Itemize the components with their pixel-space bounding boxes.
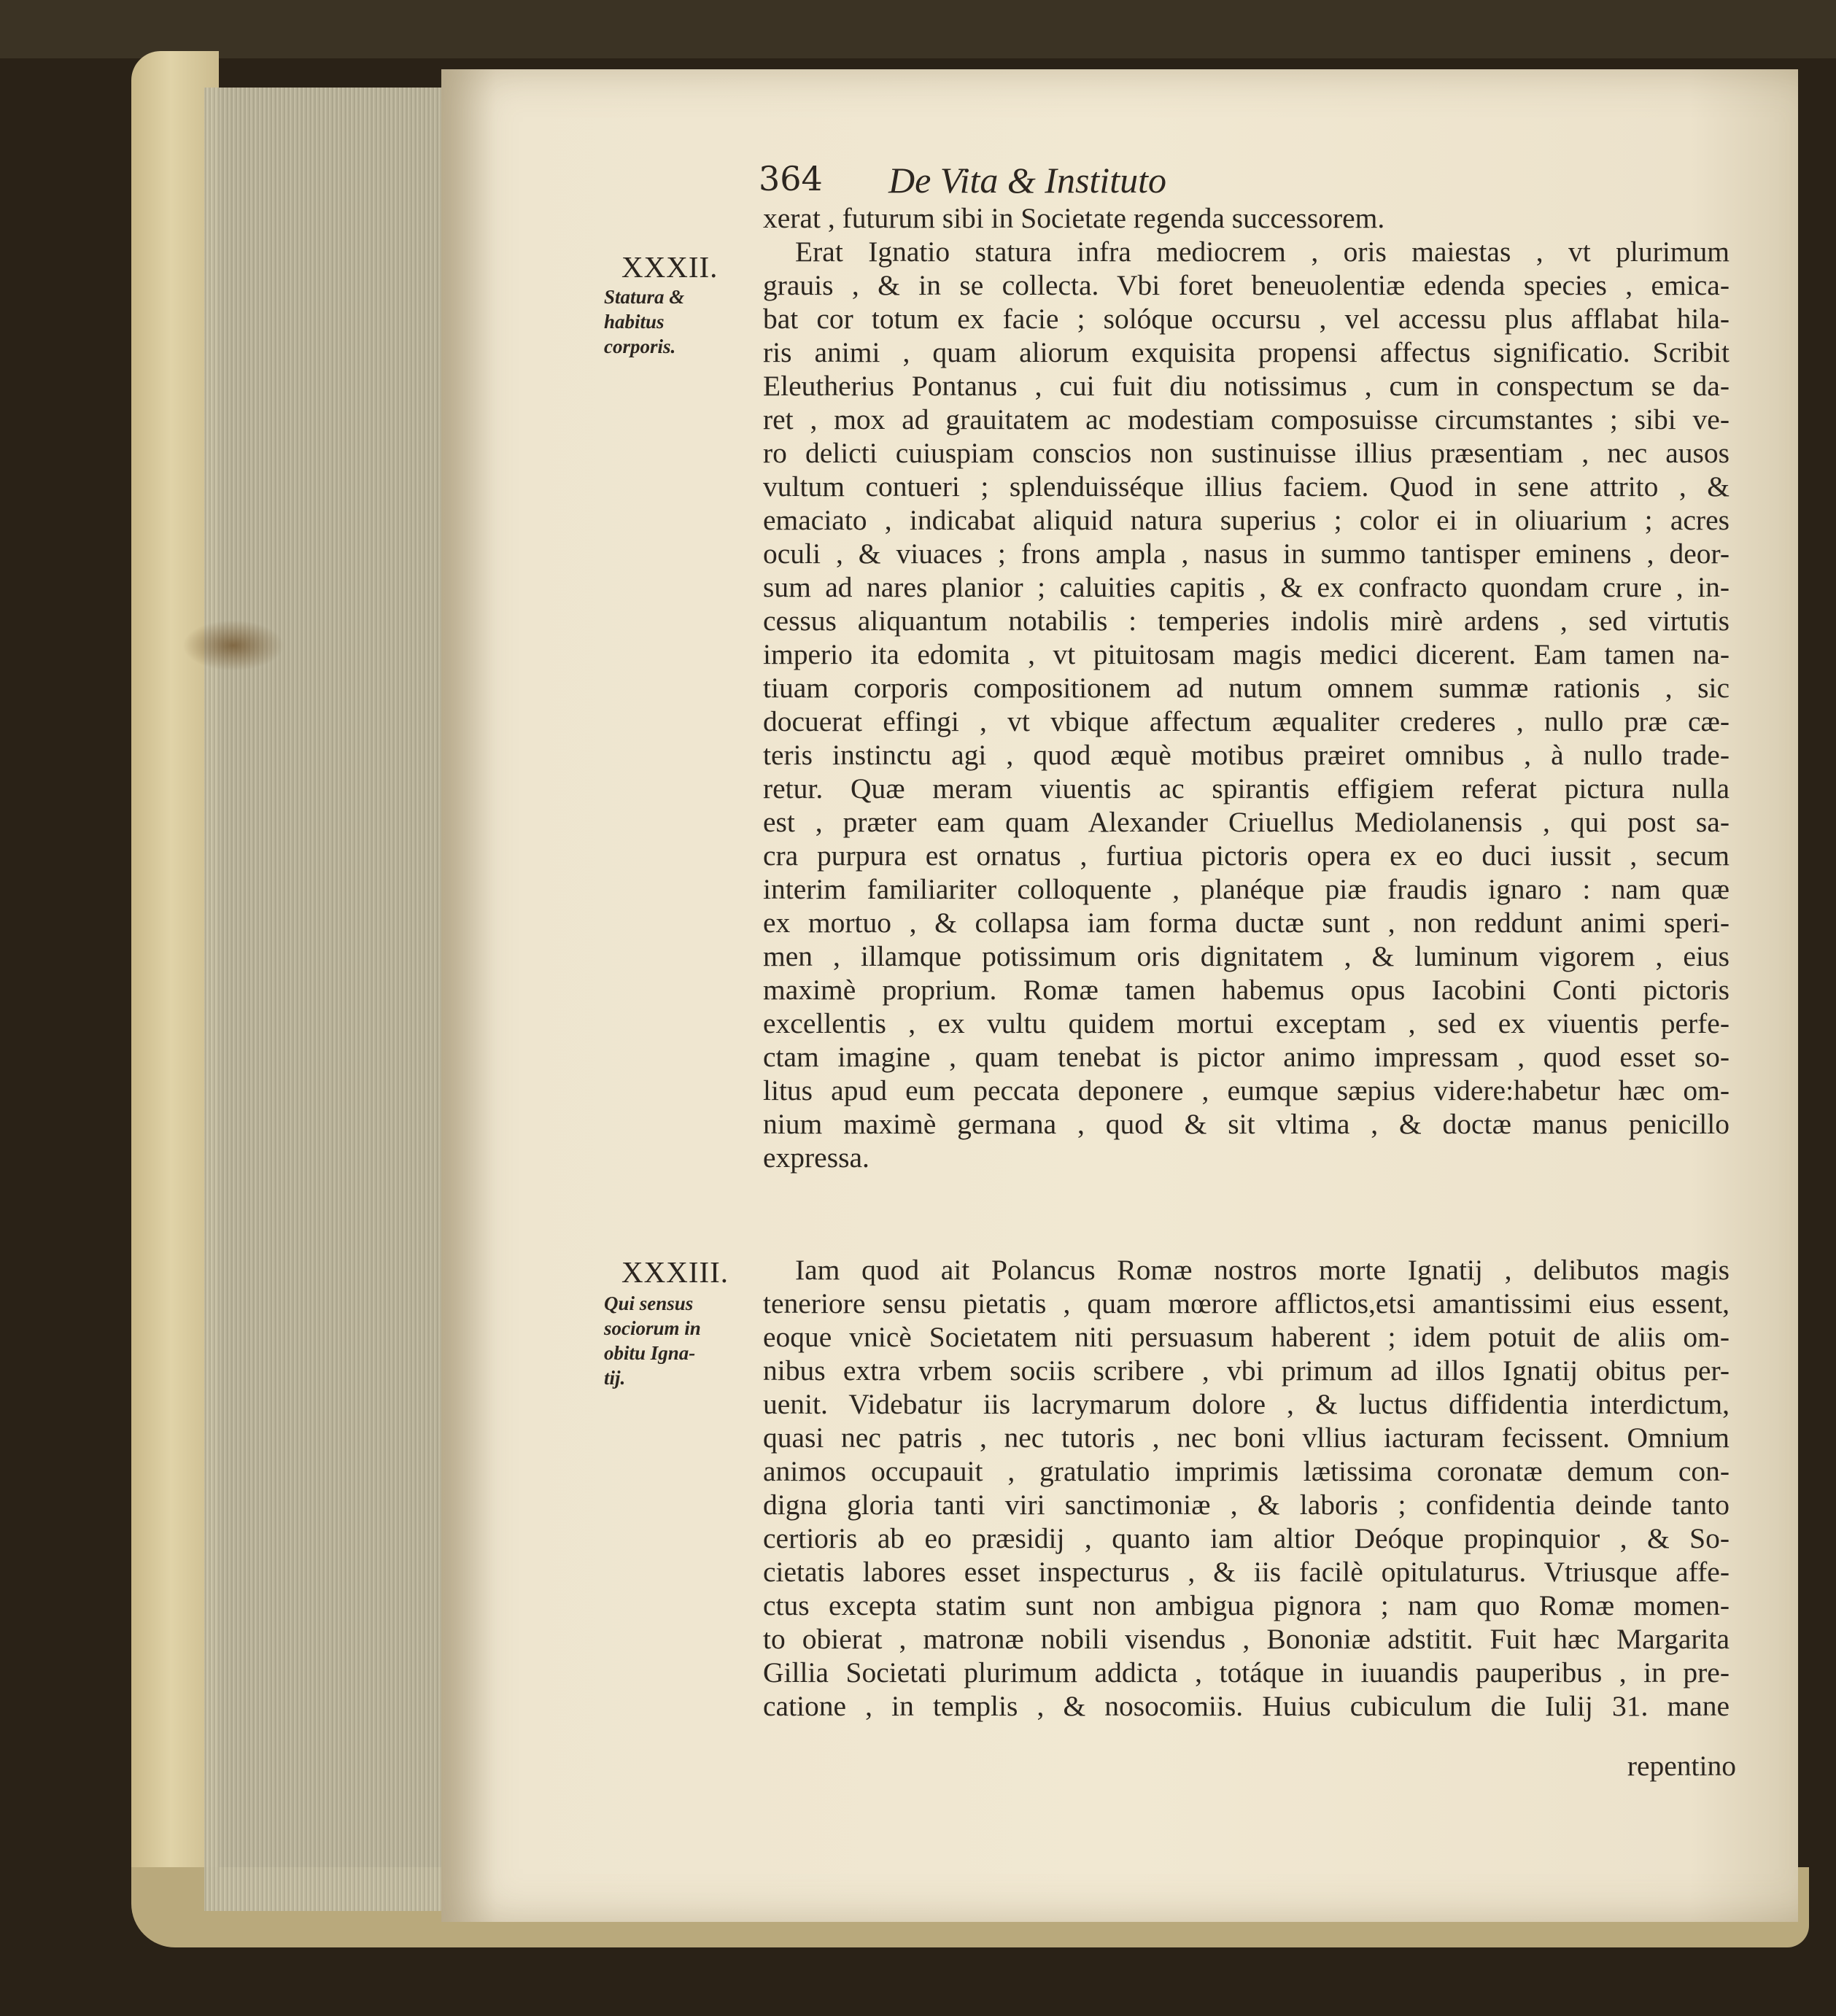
text-line: cietatis labores esset inspecturus , & iis facilè opitulaturus. Vtriusque affe- — [763, 1556, 1730, 1588]
catchword: repentino — [1627, 1750, 1736, 1782]
margin-note-line: obitu Igna- — [604, 1342, 696, 1364]
text-line: sum ad nares planior ; caluities capitis , & ex confracto quondam crure , in- — [763, 571, 1730, 603]
text-line: teneriore sensu pietatis , quam mœrore afflictos,etsi amantissimi eius essent, — [763, 1287, 1730, 1319]
margin-note-line: tij. — [604, 1367, 626, 1389]
text-line: eoque vnicè Societatem niti persuasum haberent ; idem potuit de aliis om- — [763, 1321, 1730, 1353]
text-line: maximè proprium. Romæ tamen habemus opus Iacobini Conti pictoris — [763, 974, 1730, 1006]
section-number: XXXII. — [621, 250, 718, 284]
text-line: Gillia Societati plurimum addicta , totáque in iuuandis pauperibus , in pre- — [763, 1656, 1730, 1689]
page-block-edges — [204, 88, 445, 1911]
text-line: catione , in templis , & nosocomiis. Huius cubiculum die Iulij 31. mane — [763, 1690, 1730, 1722]
margin-note-line: corporis. — [604, 336, 676, 357]
text-line: interim familiariter colloquente , planéque piæ fraudis ignaro : nam quæ — [763, 873, 1730, 905]
text-line: Iam quod ait Polancus Romæ nostros morte Ignatij , delibutos magis — [795, 1254, 1730, 1286]
running-title: De Vita & Instituto — [888, 160, 1166, 201]
text-line: vultum contueri ; splenduisséque illius faciem. Quod in sene attrito , & — [763, 470, 1730, 503]
text-line: Eleutherius Pontanus , cui fuit diu notissimus , cum in conspectum se da- — [763, 370, 1730, 402]
text-line: xerat , futurum sibi in Societate regenda successorem. — [763, 202, 1385, 234]
margin-note-line: Qui sensus — [604, 1292, 694, 1314]
text-line: litus apud eum peccata deponere , eumque sæpius videre:habetur hæc om- — [763, 1074, 1730, 1106]
background-top — [0, 0, 1836, 58]
section-number: XXXIII. — [621, 1255, 729, 1289]
text-line: Erat Ignatio statura infra mediocrem , oris maiestas , vt plurimum — [795, 236, 1730, 268]
text-line: teris instinctu agi , quod æquè motibus præiret omnibus , à nullo trade- — [763, 739, 1730, 771]
text-line: retur. Quæ meram viuentis ac spirantis effigiem referat pictura nulla — [763, 772, 1730, 805]
text-line: uenit. Videbatur iis lacrymarum dolore , & luctus diffidentia interdictum, — [763, 1388, 1730, 1420]
text-line: bat cor totum ex facie ; solóque occursu , vel accessu plus afflabat hila- — [763, 303, 1730, 335]
text-line: animos occupauit , gratulatio imprimis lætissima coronatæ demum con- — [763, 1455, 1730, 1487]
text-line: to obierat , matronæ nobili visendus , Bononiæ adstitit. Fuit hæc Margarita — [763, 1623, 1730, 1655]
text-line: nium maximè germana , quod & sit vltima , & doctæ manus penicillo — [763, 1108, 1730, 1140]
text-line: ret , mox ad grauitatem ac modestiam composuisse circumstantes ; sibi ve- — [763, 403, 1730, 435]
text-line: quasi nec patris , nec tutoris , nec boni vllius iacturam fecissent. Omnium — [763, 1422, 1730, 1454]
text-line: est , præter eam quam Alexander Criuellus Mediolanensis , qui post sa- — [763, 806, 1730, 838]
text-line: certioris ab eo præsidij , quanto iam altior Deóque propinquior , & So- — [763, 1522, 1730, 1554]
text-line: grauis , & in se collecta. Vbi foret beneuolentiæ edenda species , emica- — [763, 269, 1730, 301]
text-line: emaciato , indicabat aliquid natura superius ; color ei in oliuarium ; acres — [763, 504, 1730, 536]
text-line: expressa. — [763, 1141, 869, 1174]
text-line: ctam imagine , quam tenebat is pictor animo impressam , quod esset so- — [763, 1041, 1730, 1073]
text-line: men , illamque potissimum oris dignitatem , & luminum vigorem , eius — [763, 940, 1730, 972]
margin-note-line: habitus — [604, 311, 665, 333]
page-edge-stain — [182, 620, 284, 671]
text-line: cessus aliquantum notabilis : temperies indolis mirè ardens , sed virtutis — [763, 605, 1730, 637]
text-line: ris animi , quam aliorum exquisita propensi affectus significatio. Scribit — [763, 336, 1730, 368]
text-line: nibus extra vrbem sociis scribere , vbi primum ad illos Ignatij obitus per- — [763, 1354, 1730, 1387]
page-number: 364 — [759, 159, 823, 198]
text-line: ex mortuo , & collapsa iam forma ductæ sunt , non reddunt animi speri- — [763, 907, 1730, 939]
text-line: excellentis , ex vultu quidem mortui exceptam , sed ex viuentis perfe- — [763, 1007, 1730, 1039]
margin-note-line: Statura & — [604, 286, 685, 308]
text-line: docuerat effingi , vt vbique affectum æqualiter crederes , nullo præ cæ- — [763, 705, 1730, 737]
text-line: ro delicti cuiuspiam conscios non sustinuisse illius præsentiam , nec ausos — [763, 437, 1730, 469]
text-line: digna gloria tanti viri sanctimoniæ , & laboris ; confidentia deinde tanto — [763, 1489, 1730, 1521]
text-line: tiuam corporis compositionem ad nutum omnem summæ rationis , sic — [763, 672, 1730, 704]
margin-note-line: sociorum in — [604, 1317, 701, 1339]
text-line: cra purpura est ornatus , furtiua pictoris opera ex eo duci iussit , secum — [763, 840, 1730, 872]
text-line: ctus excepta statim sunt non ambigua pignora ; nam quo Romæ momen- — [763, 1589, 1730, 1621]
text-line: imperio ita edomita , vt pituitosam magis medici dicerent. Eam tamen na- — [763, 638, 1730, 670]
text-line: oculi , & viuaces ; frons ampla , nasus in summo tantisper eminens , deor- — [763, 538, 1730, 570]
